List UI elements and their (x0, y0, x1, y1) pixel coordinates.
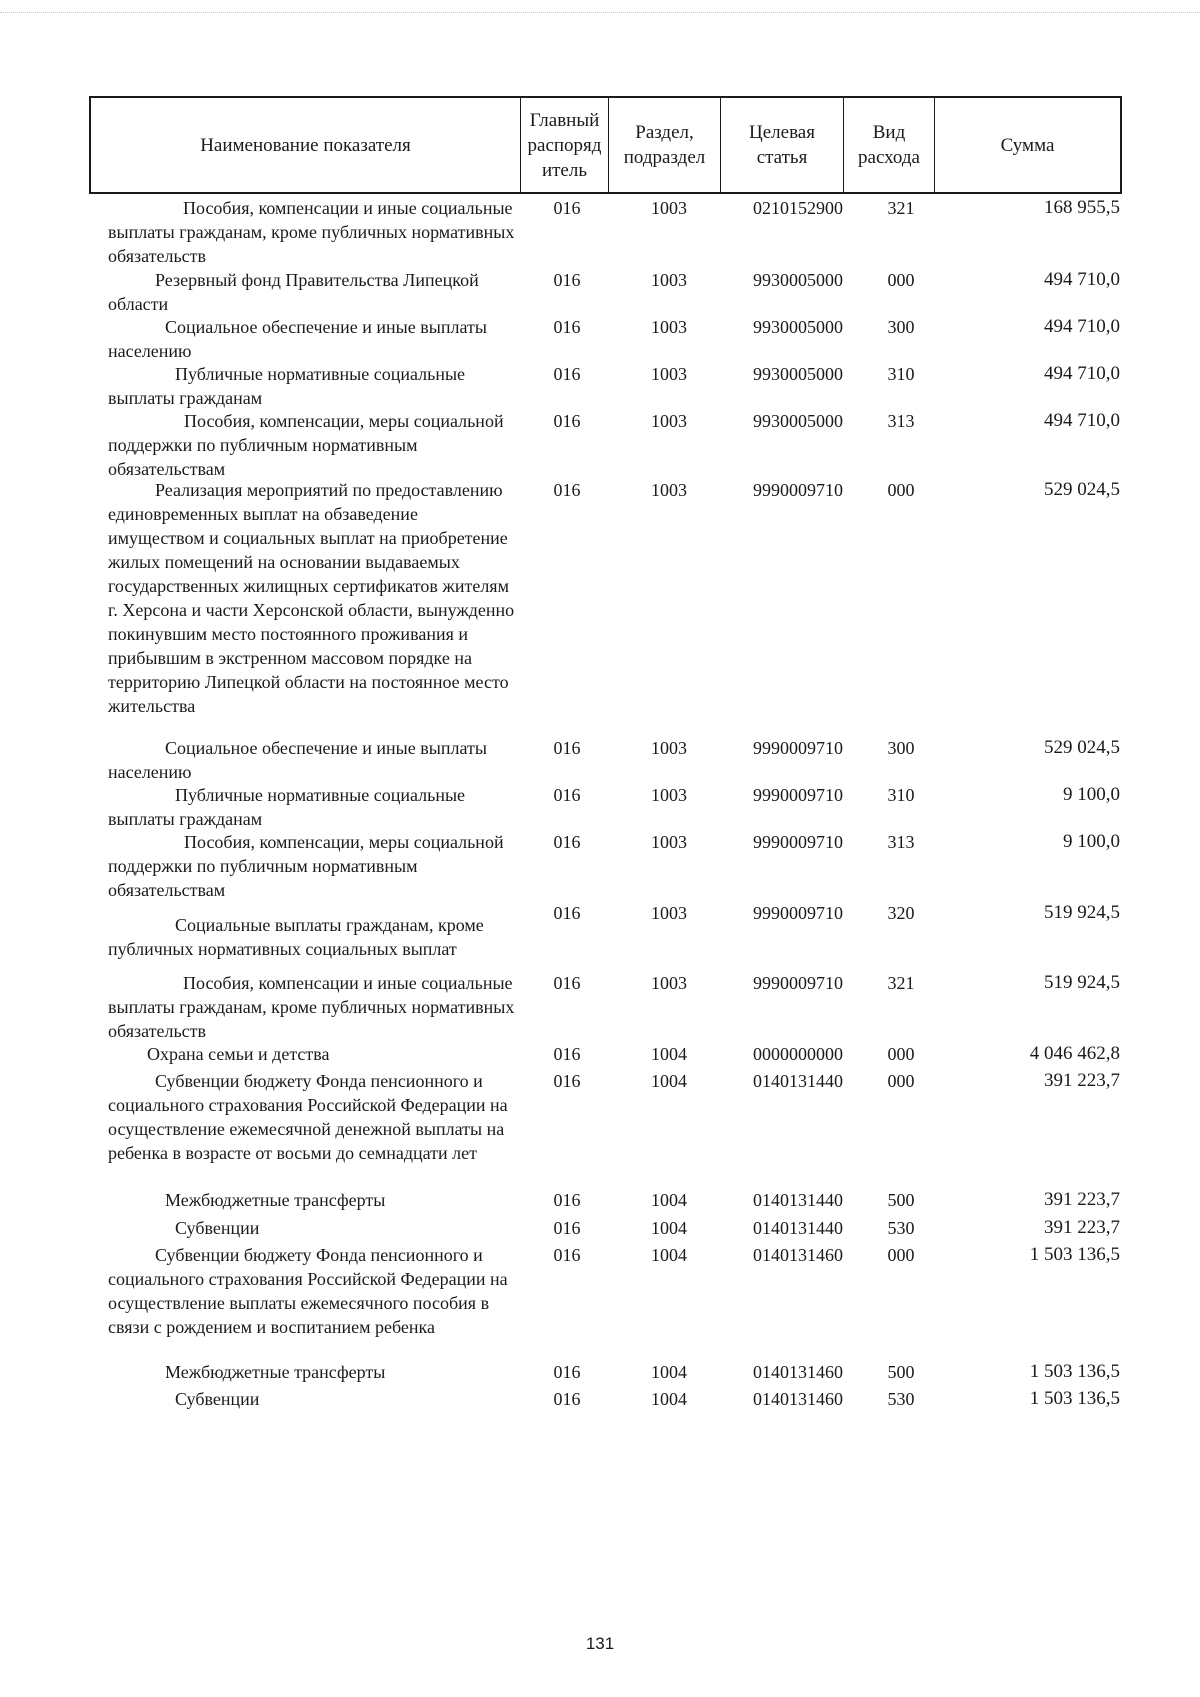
header-section-line-2: подраздел (623, 147, 706, 168)
row-main-manager: 016 (553, 480, 581, 500)
header-main-manager-line-1: Главный (529, 109, 600, 131)
header-target-label (749, 120, 815, 170)
row-sum: 9 100,0 (1063, 831, 1120, 852)
row-target: 9990009710 (753, 973, 843, 993)
row-name: Субвенции (175, 1389, 260, 1409)
row-section: 1004 (651, 1190, 687, 1210)
row-kind: 530 (887, 1389, 915, 1409)
row-kind: 000 (887, 1245, 915, 1265)
row-sum: 494 710,0 (1044, 410, 1120, 431)
row-kind: 310 (887, 364, 915, 384)
header-section-label (624, 120, 705, 170)
row-sum: 168 955,5 (1044, 197, 1120, 218)
row-section: 1003 (651, 317, 687, 337)
row-sum: 4 046 462,8 (1029, 1043, 1120, 1064)
row-name: Пособия, компенсации, меры социальной поддержки по публичным нормативным обязательствам (108, 411, 504, 479)
row-name: Социальное обеспечение и иные выплаты населению (108, 738, 487, 782)
row-main-manager: 016 (553, 1190, 581, 1210)
row-name: Межбюджетные трансферты (165, 1190, 386, 1210)
row-kind: 321 (887, 198, 915, 218)
row-sum: 1 503 136,5 (1029, 1361, 1120, 1382)
header-kind-line-1: Вид (872, 122, 906, 143)
page-number: 131 (585, 1634, 615, 1653)
row-name: Межбюджетные трансферты (165, 1362, 386, 1382)
row-name: Субвенции бюджету Фонда пенсионного и социального страхования Российской Федерации на осуществление выплаты ежемесячного пособия в связи с рождением и воспитанием ребенка (108, 1245, 508, 1337)
header-sum (935, 98, 1120, 192)
row-name: Публичные нормативные социальные выплаты гражданам (108, 785, 466, 829)
row-main-manager: 016 (553, 1389, 581, 1409)
row-section: 1003 (651, 973, 687, 993)
row-target: 9930005000 (753, 270, 843, 290)
row-section: 1003 (651, 480, 687, 500)
row-section: 1003 (651, 903, 687, 923)
row-main-manager: 016 (553, 1071, 581, 1091)
row-sum: 529 024,5 (1044, 479, 1120, 500)
row-kind: 313 (887, 411, 915, 431)
row-section: 1004 (651, 1044, 687, 1064)
row-kind: 500 (887, 1362, 915, 1382)
row-sum: 494 710,0 (1044, 363, 1120, 384)
row-target: 0210152900 (753, 198, 843, 218)
row-kind: 310 (887, 785, 915, 805)
row-kind: 530 (887, 1218, 915, 1238)
row-target: 0140131460 (753, 1245, 843, 1265)
row-name: Пособия, компенсации и иные социальные выплаты гражданам, кроме публичных нормативных обязательств (108, 198, 515, 266)
header-name-label: Наименование показателя (200, 134, 411, 156)
row-target: 9930005000 (753, 411, 843, 431)
row-sum: 391 223,7 (1044, 1217, 1120, 1238)
row-main-manager: 016 (553, 785, 581, 805)
row-main-manager: 016 (553, 903, 581, 923)
row-name: Социальные выплаты гражданам, кроме публичных нормативных социальных выплат (108, 915, 484, 959)
header-section-line-1: Раздел, (635, 122, 694, 143)
row-main-manager: 016 (553, 364, 581, 384)
row-kind: 000 (887, 480, 915, 500)
row-kind: 000 (887, 1044, 915, 1064)
header-name (91, 98, 521, 192)
row-main-manager: 016 (553, 973, 581, 993)
row-section: 1003 (651, 738, 687, 758)
row-main-manager: 016 (553, 1044, 581, 1064)
header-kind-label (858, 120, 920, 170)
row-target: 9990009710 (753, 785, 843, 805)
row-sum: 494 710,0 (1044, 316, 1120, 337)
header-target-line-1: Целевая (749, 122, 815, 143)
row-section: 1004 (651, 1071, 687, 1091)
row-section: 1004 (651, 1389, 687, 1409)
row-target: 9990009710 (753, 480, 843, 500)
row-kind: 320 (887, 903, 915, 923)
row-target: 0140131440 (753, 1071, 843, 1091)
row-name: Охрана семьи и детства (147, 1044, 330, 1064)
row-name: Публичные нормативные социальные выплаты гражданам (108, 364, 466, 408)
row-target: 0140131440 (753, 1190, 843, 1210)
row-target: 0000000000 (753, 1044, 843, 1064)
row-target: 9990009710 (753, 832, 843, 852)
row-main-manager: 016 (553, 738, 581, 758)
row-section: 1003 (651, 411, 687, 431)
header-target-line-2: статья (756, 147, 808, 168)
row-target: 9930005000 (753, 364, 843, 384)
header-kind-line-2: расхода (858, 147, 920, 168)
row-kind: 300 (887, 317, 915, 337)
row-main-manager: 016 (553, 317, 581, 337)
row-main-manager: 016 (553, 832, 581, 852)
header-target (721, 98, 844, 192)
row-target: 0140131460 (753, 1362, 843, 1382)
header-main-manager-line-3: итель (541, 159, 588, 181)
row-kind: 300 (887, 738, 915, 758)
row-kind: 313 (887, 832, 915, 852)
row-kind: 500 (887, 1190, 915, 1210)
header-section (609, 98, 721, 192)
row-target: 9990009710 (753, 903, 843, 923)
row-section: 1003 (651, 364, 687, 384)
row-sum: 519 924,5 (1044, 972, 1120, 993)
table-header (89, 96, 1122, 194)
row-kind: 000 (887, 1071, 915, 1091)
row-main-manager: 016 (553, 1218, 581, 1238)
row-name: Субвенции (175, 1218, 260, 1238)
row-sum: 494 710,0 (1044, 269, 1120, 290)
page-top-rule (0, 12, 1200, 13)
row-main-manager: 016 (553, 1245, 581, 1265)
row-sum: 529 024,5 (1044, 737, 1120, 758)
row-main-manager: 016 (553, 270, 581, 290)
row-sum: 519 924,5 (1044, 902, 1120, 923)
row-name: Резервный фонд Правительства Липецкой области (108, 270, 479, 314)
row-name: Социальное обеспечение и иные выплаты населению (108, 317, 487, 361)
row-name: Субвенции бюджету Фонда пенсионного и социального страхования Российской Федерации на осуществление ежемесячной денежной выплаты на ребенка в возрасте от восьми до семнадцати лет (108, 1071, 508, 1163)
row-kind: 000 (887, 270, 915, 290)
row-section: 1004 (651, 1218, 687, 1238)
row-target: 0140131440 (753, 1218, 843, 1238)
header-kind (844, 98, 935, 192)
row-section: 1003 (651, 270, 687, 290)
row-target: 9990009710 (753, 738, 843, 758)
row-main-manager: 016 (553, 1362, 581, 1382)
row-section: 1003 (651, 832, 687, 852)
header-main-manager-line-2: распоряд (527, 134, 602, 156)
header-sum-label: Сумма (1000, 134, 1055, 156)
row-name: Реализация мероприятий по предоставлению единовременных выплат на обзаведение имуществом и социальных выплат на приобретение жилых помещений на основании выдаваемых государственных жилищных сертификатов жителям г. Херсона и части Херсонской области, вынужденно покинувшим место постоянного проживания и прибывшим в экстренном массовом порядке на территорию Липецкой области на постоянное место жительства (108, 480, 515, 716)
row-main-manager: 016 (553, 198, 581, 218)
header-main-manager (521, 98, 609, 192)
row-sum: 391 223,7 (1044, 1070, 1120, 1091)
row-target: 0140131460 (753, 1389, 843, 1409)
row-name: Пособия, компенсации и иные социальные выплаты гражданам, кроме публичных нормативных обязательств (108, 973, 515, 1041)
row-section: 1004 (651, 1362, 687, 1382)
header-main-manager-label (528, 108, 602, 183)
row-section: 1003 (651, 198, 687, 218)
row-sum: 9 100,0 (1063, 784, 1120, 805)
row-main-manager: 016 (553, 411, 581, 431)
row-target: 9930005000 (753, 317, 843, 337)
row-sum: 1 503 136,5 (1029, 1244, 1120, 1265)
row-sum: 391 223,7 (1044, 1189, 1120, 1210)
row-sum: 1 503 136,5 (1029, 1388, 1120, 1409)
row-kind: 321 (887, 973, 915, 993)
row-name: Пособия, компенсации, меры социальной поддержки по публичным нормативным обязательствам (108, 832, 504, 900)
row-section: 1004 (651, 1245, 687, 1265)
row-section: 1003 (651, 785, 687, 805)
